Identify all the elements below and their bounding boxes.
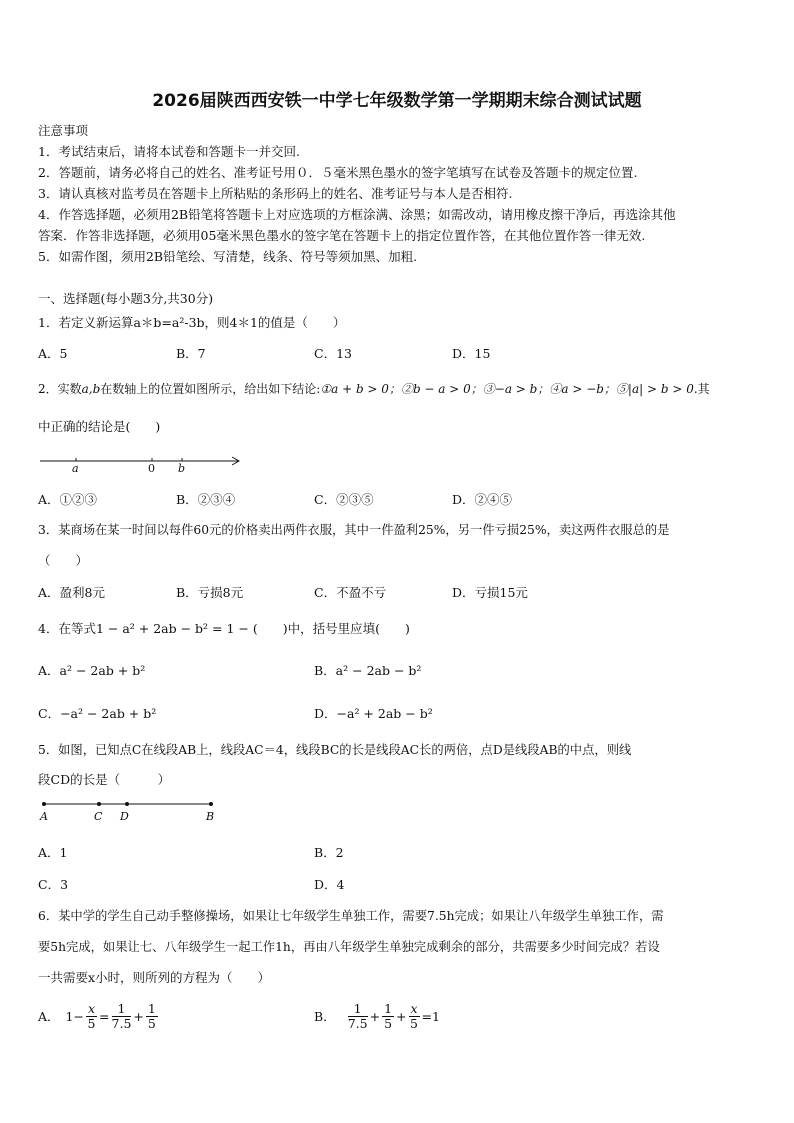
q4-stem-pre: 4．在等式 — [38, 621, 96, 636]
q5-option-d: D．4 — [314, 877, 345, 892]
q4-option-a: A．a² − 2ab + b² — [38, 663, 146, 678]
question-3-stem: 3．某商场在某一时间以每件60元的价格卖出两件衣服，其中一件盈利25%，另一件亏损25%，卖这两件衣服总的是 — [38, 523, 670, 537]
question-2-stem — [38, 380, 710, 397]
q6-stem-line2: 要5h完成，如果让七、八年级学生一起工作1h，再由八年级学生单独完成剩余的部分，共需要多少时间完成？若设 — [38, 940, 660, 954]
q6-stem-line3: 一共需要x小时，则所列的方程为（ ） — [38, 970, 271, 985]
notice-item-1: 1．考试结束后，请将本试卷和答题卡一并交回. — [38, 144, 300, 159]
q5-option-c: C．3 — [38, 877, 69, 892]
q4-equation: 1 − a² + 2ab − b² = 1 − ( ) — [95, 621, 288, 636]
point-a — [42, 802, 46, 806]
q1-option-a: A．5 — [38, 346, 68, 361]
q1-option-b: B．7 — [176, 346, 206, 361]
question-6-stem: 6．某中学的学生自己动手整修操场，如果让七年级学生单独工作，需要7.5h完成；如果让八年级学生单独工作，需 — [38, 909, 664, 923]
q2-stem-mid: 在数轴上的位置如图所示，给出如下结论: — [100, 382, 321, 396]
label-b: b — [178, 462, 186, 475]
q2-stem-ab: a,b — [81, 382, 101, 396]
q6-option-a-label: A． — [38, 1009, 60, 1024]
q2-stem-line2: 中正确的结论是( ) — [38, 419, 161, 434]
q4-option-c: C．−a² − 2ab + b² — [38, 706, 157, 721]
q2-option-a: A．①②③ — [38, 492, 98, 507]
q2-number-line — [38, 452, 248, 476]
q4-option-b: B．a² − 2ab − b² — [314, 663, 422, 678]
q2-conclusions: ①a + b > 0；②b − a > 0；③−a > b；④a > −b；⑤|a| > b > 0 — [320, 382, 694, 396]
q4-option-d: D．−a² + 2ab − b² — [314, 706, 433, 721]
q1-option-c: C．13 — [314, 346, 352, 361]
q3-option-a: A．盈利8元 — [38, 585, 105, 600]
question-5-stem: 5．如图，已知点C在线段AB上，线段AC＝4，线段BC的长是线段AC长的两倍，点D是线段AB的中点，则线 — [38, 743, 632, 757]
label-a: a — [72, 462, 79, 475]
q1-option-d: D．15 — [452, 346, 491, 361]
notice-item-4-cont: 答案．作答非选择题，必须用05毫米黑色墨水的签字笔在答题卡上的指定位置作答，在其他位置作答一律无效. — [38, 228, 646, 243]
q6-option-a: A． 1− $\frac{x}{5}$ = $\frac{1}{7.5}$ + $\frac{1}{5}$ — [38, 1000, 156, 1031]
q3-option-d: D．亏损15元 — [452, 585, 528, 600]
q2-option-c: C．②③⑤ — [314, 492, 374, 507]
frac-1-over-5-b: $\frac{1}{5}$ — [384, 1000, 393, 1031]
section-heading: 一、选择题(每小题3分,共30分) — [38, 291, 214, 306]
notice-heading: 注意事项 — [38, 123, 89, 138]
notice-item-5: 5．如需作图，须用2B铅笔绘、写清楚，线条、符号等须加黑、加粗. — [38, 249, 418, 264]
point-c — [97, 802, 101, 806]
q4-stem-post: 中，括号里应填( ) — [287, 621, 410, 636]
q6-option-b-label: B． — [314, 1009, 336, 1024]
label-C: C — [94, 810, 103, 823]
q3-option-c: C．不盈不亏 — [314, 585, 387, 600]
label-A: A — [40, 810, 48, 823]
q5-segment-figure — [36, 798, 226, 826]
point-b — [209, 802, 213, 806]
notice-item-2: 2．答题前，请务必将自己的姓名、准考证号用０．５毫米黑色墨水的签字笔填写在试卷及答题卡的规定位置. — [38, 165, 638, 180]
label-D: D — [120, 810, 129, 823]
question-4-stem — [38, 619, 410, 637]
q3-stem-line2: （ ） — [38, 553, 89, 568]
q5-option-a: A．1 — [38, 845, 68, 860]
q2-stem-pre: 2．实数 — [38, 382, 82, 396]
notice-item-4: 4．作答选择题，必须用2B铅笔将答题卡上对应选项的方框涂满、涂黑；如需改动，请用橡皮擦干净后，再选涂其他 — [38, 207, 676, 222]
frac-x-over-5-b: $\frac{x}{5}$ — [410, 1000, 418, 1031]
q3-option-b: B．亏损8元 — [176, 585, 244, 600]
frac-x-over-5: $\frac{x}{5}$ — [87, 1000, 96, 1031]
q2-option-b: B．②③④ — [176, 492, 236, 507]
label-0: 0 — [148, 462, 155, 475]
frac-1-over-7-5-b: $\frac{1}{7.5}$ — [347, 1000, 368, 1031]
frac-1-over-5: $\frac{1}{5}$ — [147, 1000, 156, 1031]
point-d — [125, 802, 129, 806]
question-1-stem: 1．若定义新运算a＊b=a²-3b，则4＊1的值是（ ） — [38, 315, 346, 330]
q2-option-d: D．②④⑤ — [452, 492, 513, 507]
label-B: B — [206, 810, 215, 823]
q5-option-b: B．2 — [314, 845, 344, 860]
q5-stem-line2: 段CD的长是（ ） — [38, 772, 171, 787]
notice-item-3: 3．请认真核对监考员在答题卡上所粘贴的条形码上的姓名、准考证号与本人是否相符. — [38, 186, 513, 201]
q6-option-b: B． $\frac{1}{7.5}$ + $\frac{1}{5}$ + $\frac{x}{5}$ =1 — [314, 1000, 440, 1031]
page-title: 2026届陕西西安铁一中学七年级数学第一学期期末综合测试试题 — [152, 91, 642, 111]
frac-1-over-7-5: $\frac{1}{7.5}$ — [111, 1000, 132, 1031]
q2-stem-end: .其 — [693, 382, 710, 396]
